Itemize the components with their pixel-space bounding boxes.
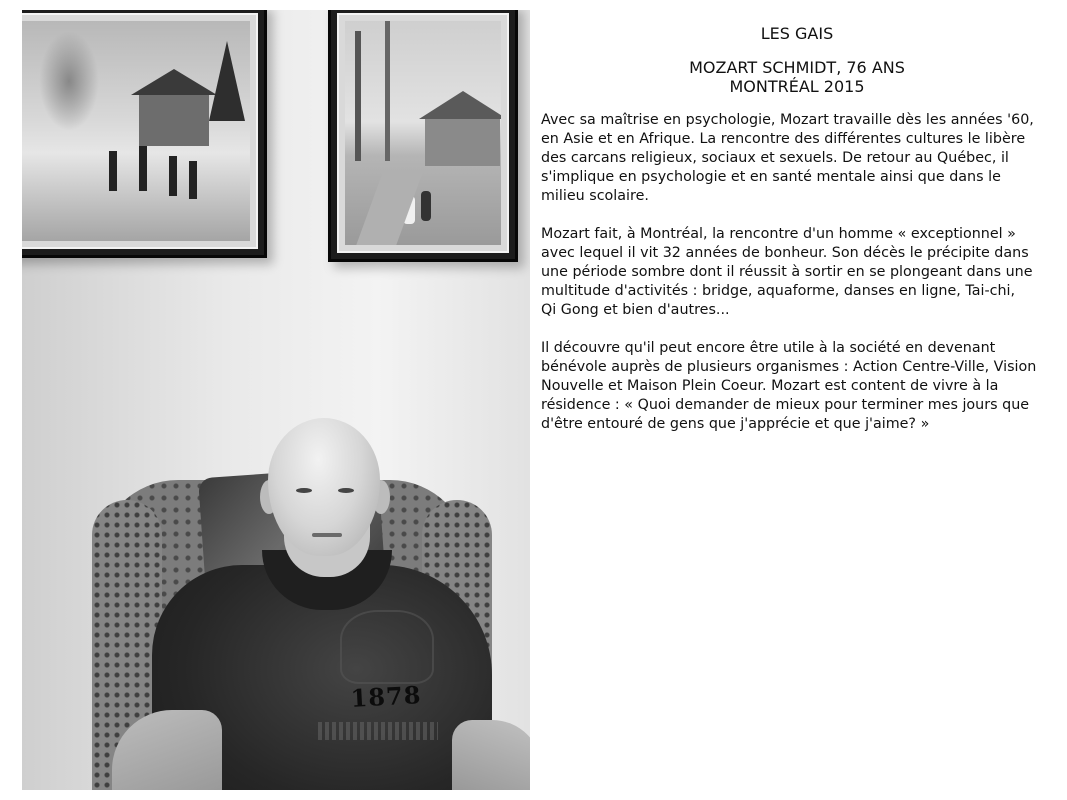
paragraph: Mozart fait, à Montréal, la rencontre d'un homme « exceptionnel » avec lequel il vit 32 années de bonheur. Son décès le précipite dans une période sombre dont il réussit à sortir en se plongeant dans une multitude d'activités : bridge, aquaforme, danses en ligne, Tai-chi, Qi Gong et bien d'autres... <box>541 226 1033 318</box>
subject-heading <box>541 58 1053 96</box>
painting-left <box>22 10 267 258</box>
shirt-emblem <box>340 610 434 684</box>
eye-left <box>296 488 312 493</box>
arm-right <box>452 720 530 790</box>
portrait-photo <box>22 10 530 790</box>
subject-name-age: MOZART SCHMIDT, 76 ANS <box>689 58 905 77</box>
subject-place-year: MONTRÉAL 2015 <box>729 77 865 96</box>
series-title: LES GAIS <box>760 24 834 43</box>
eye-right <box>338 488 354 493</box>
biography <box>541 111 1053 453</box>
shirt-print-number: 1878 <box>349 680 423 713</box>
paragraph: Avec sa maîtrise en psychologie, Mozart travaille dès les années '60, en Asie et en Afrique. La rencontre des différentes cultures le libère des carcans religieux, sociaux et sexuels. De retour au Québec, il s'implique en psychologie et en santé mentale ainsi que dans le milieu scolaire. <box>541 112 1034 204</box>
mouth <box>312 533 342 537</box>
paragraph: Il découvre qu'il peut encore être utile à la société en devenant bénévole auprès de plusieurs organismes : Action Centre-Ville, Vision Nouvelle et Maison Plein Coeur. Mozart est content de vivre à la résidence : « Quoi demander de mieux pour terminer mes jours que d'être entouré de gens que j'apprécie et que j'aime? » <box>541 340 1037 432</box>
painting-right <box>328 10 518 262</box>
shirt-small-print <box>318 722 438 740</box>
